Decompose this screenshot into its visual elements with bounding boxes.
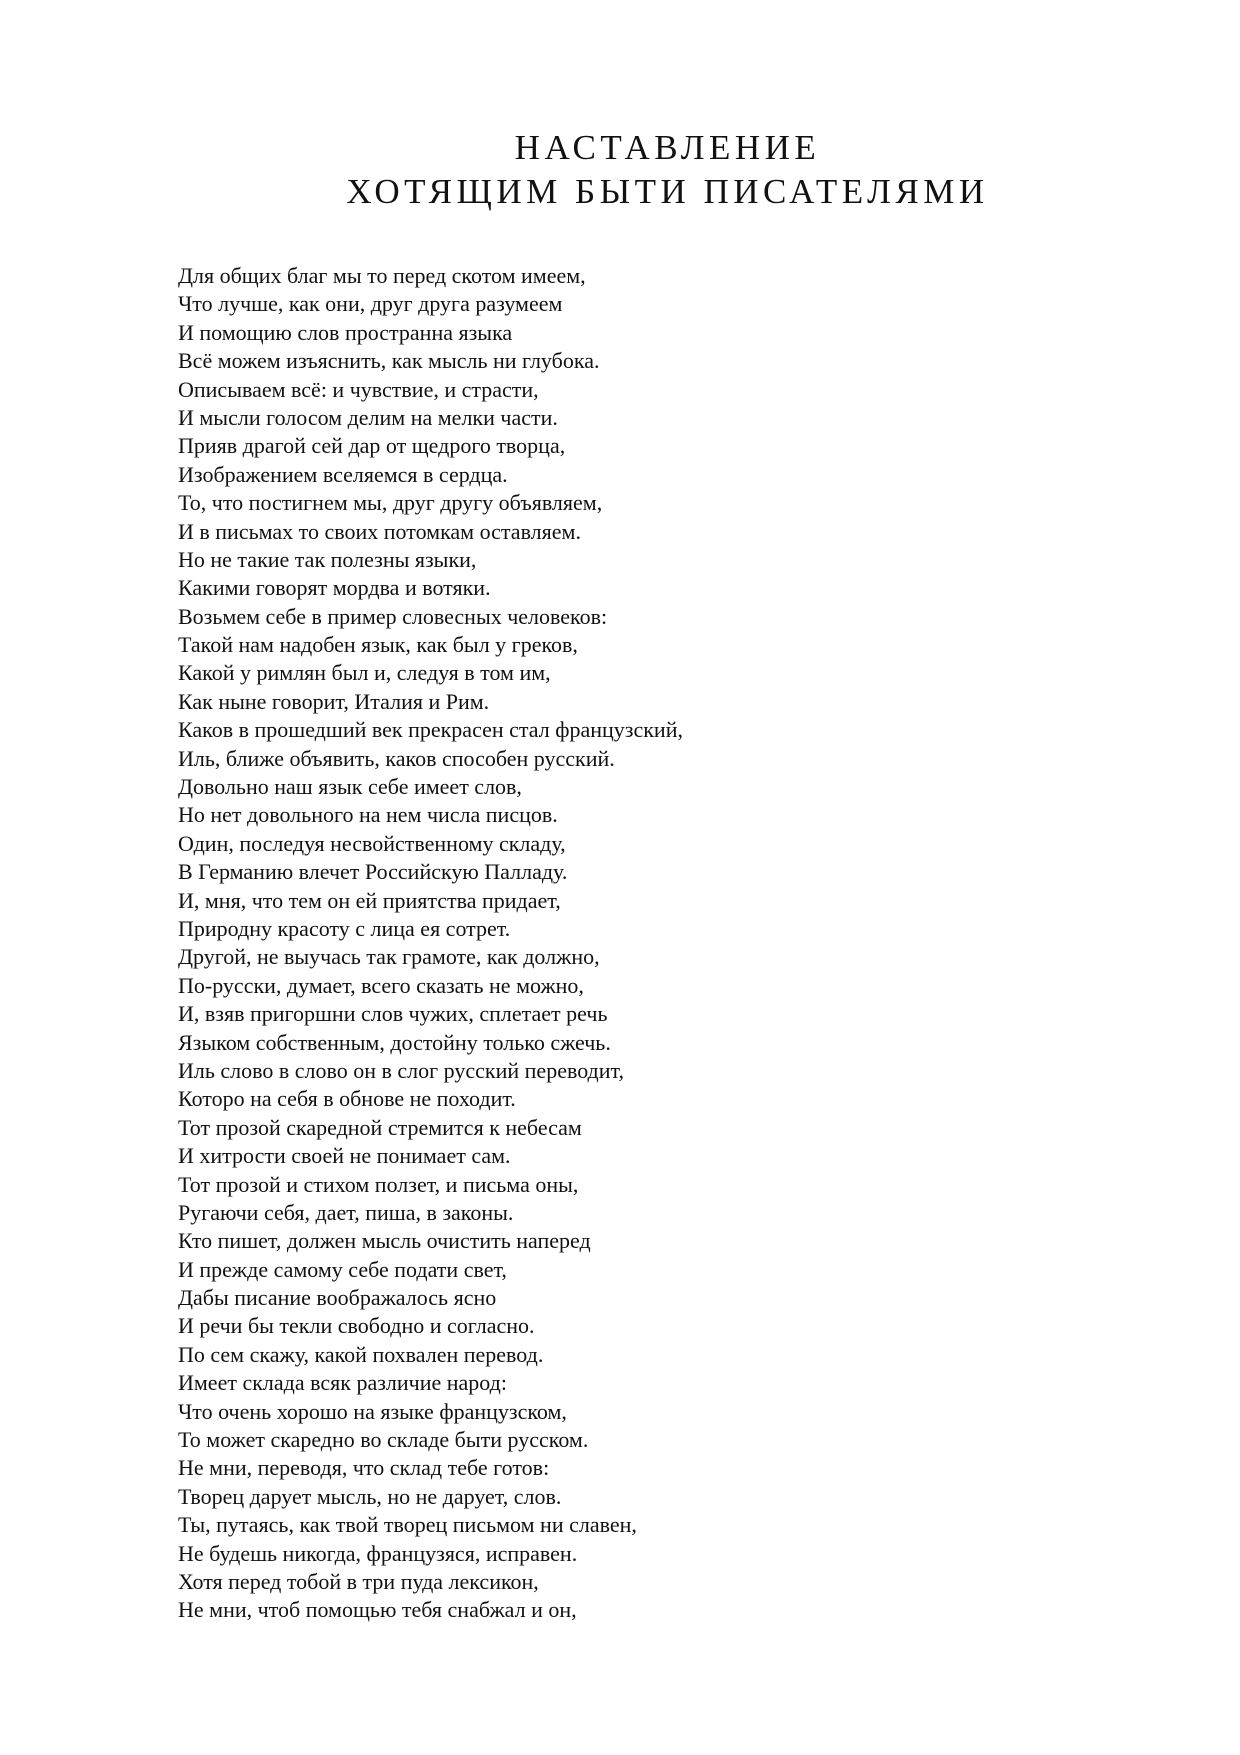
poem-line: Что лучше, как они, друг друга разумеем xyxy=(178,291,563,317)
poem-line: Ругаючи себя, дает, пиша, в законы. xyxy=(178,1199,514,1225)
poem-line: Прияв драгой сей дар от щедрого творца, xyxy=(178,433,566,459)
title-line-1: НАСТАВЛЕНИЕ xyxy=(514,128,821,167)
poem-line: Возьмем себе в пример словесных человеков: xyxy=(178,603,608,629)
poem-line: Ты, путаясь, как твой творец письмом ни славен, xyxy=(178,1512,637,1538)
poem-line: Языком собственным, достойну только сжечь. xyxy=(178,1029,611,1055)
poem-line: Иль слово в слово он в слог русский переводит, xyxy=(178,1057,624,1083)
poem-line: Но нет довольного на нем числа писцов. xyxy=(178,802,558,828)
poem-line: Имеет склада всяк различие народ: xyxy=(178,1370,507,1396)
poem-line: Творец дарует мысль, но не дарует, слов. xyxy=(178,1483,562,1509)
poem-title xyxy=(0,126,1240,214)
poem-line: Описываем всё: и чувствие, и страсти, xyxy=(178,376,539,402)
poem-line: Всё можем изъяснить, как мысль ни глубока. xyxy=(178,348,600,374)
poem-line: Но не такие так полезны языки, xyxy=(178,546,477,572)
poem-line: Другой, не выучась так грамоте, как должно, xyxy=(178,944,600,970)
poem-line: Каков в прошедший век прекрасен стал французский, xyxy=(178,717,683,743)
poem-line: Природну красоту с лица ея сотрет. xyxy=(178,915,511,941)
poem-line: И помощию слов пространна языка xyxy=(178,319,513,345)
poem-line: И мысли голосом делим на мелки части. xyxy=(178,404,558,430)
poem-line: Как ныне говорит, Италия и Рим. xyxy=(178,688,490,714)
poem-line: Тот прозой и стихом ползет, и письма оны, xyxy=(178,1171,579,1197)
poem-line: То, что постигнем мы, друг другу объявляем, xyxy=(178,490,603,516)
poem-line: Не мни, чтоб помощью тебя снабжал и он, xyxy=(178,1597,577,1623)
poem-line: Что очень хорошо на языке французском, xyxy=(178,1398,567,1424)
poem-line: И, мня, что тем он ей приятства придает, xyxy=(178,887,561,913)
poem-line: Кто пишет, должен мысль очистить наперед xyxy=(178,1228,591,1254)
poem-line: Какой у римлян был и, следуя в том им, xyxy=(178,660,551,686)
poem-line: Которо на себя в обнове не походит. xyxy=(178,1086,516,1112)
poem-line: И, взяв пригоршни слов чужих, сплетает речь xyxy=(178,1001,608,1027)
poem-line: И в письмах то своих потомкам оставляем. xyxy=(178,518,581,544)
poem-line: Тот прозой скаредной стремится к небесам xyxy=(178,1114,582,1140)
poem-line: Иль, ближе объявить, каков способен русский. xyxy=(178,745,615,771)
poem-line: Дабы писание воображалось ясно xyxy=(178,1285,497,1311)
poem-line: И хитрости своей не понимает сам. xyxy=(178,1143,511,1169)
poem-line: То может скаредно во складе быти русском. xyxy=(178,1427,589,1453)
poem-line: Один, последуя несвойственному складу, xyxy=(178,830,566,856)
title-line-2: ХОТЯЩИМ БЫТИ ПИСАТЕЛЯМИ xyxy=(346,172,989,211)
poem-line: Какими говорят мордва и вотяки. xyxy=(178,575,491,601)
poem-line: И речи бы текли свободно и согласно. xyxy=(178,1313,535,1339)
poem-line: Изображением вселяемся в сердца. xyxy=(178,461,508,487)
poem-line: Довольно наш язык себе имеет слов, xyxy=(178,774,522,800)
poem-line: Хотя перед тобой в три пуда лексикон, xyxy=(178,1568,539,1594)
poem-line: По-русски, думает, всего сказать не можно, xyxy=(178,972,584,998)
poem-line: Не будешь никогда, французяся, исправен. xyxy=(178,1540,578,1566)
poem-line: В Германию влечет Российскую Палладу. xyxy=(178,859,568,885)
poem-line: И прежде самому себе подати свет, xyxy=(178,1256,507,1282)
poem-line: Такой нам надобен язык, как был у греков, xyxy=(178,632,578,658)
poem-body xyxy=(178,262,1078,1625)
poem-line: Для общих благ мы то перед скотом имеем, xyxy=(178,263,586,288)
poem-line: Не мни, переводя, что склад тебе готов: xyxy=(178,1455,550,1481)
poem-line: По сем скажу, какой похвален перевод. xyxy=(178,1341,544,1367)
